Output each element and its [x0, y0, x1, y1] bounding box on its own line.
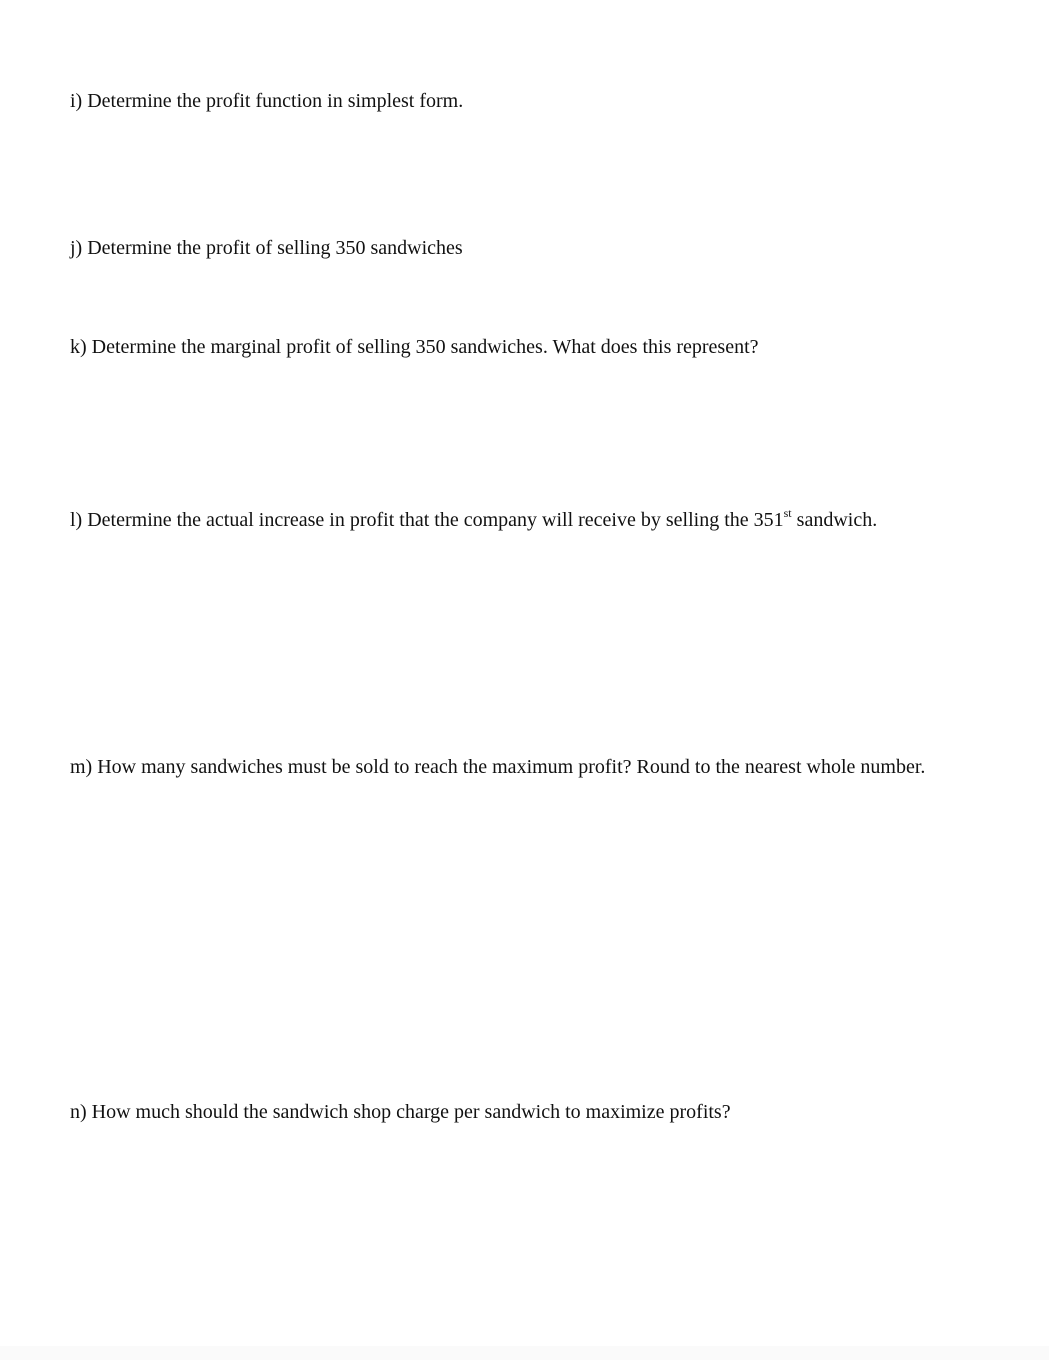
question-j: j) Determine the profit of selling 350 sandwiches — [70, 237, 463, 259]
question-n: n) How much should the sandwich shop charge per sandwich to maximize profits? — [70, 1101, 731, 1123]
question-l — [70, 508, 950, 532]
question-l-main: l) Determine the actual increase in profit that the company will receive by selling the 351 — [70, 509, 784, 531]
question-l-end: sandwich. — [791, 509, 878, 531]
ordinal-suffix: st — [783, 506, 792, 521]
page-bottom-edge — [0, 1346, 1049, 1360]
question-i: i) Determine the profit function in simplest form. — [70, 90, 464, 112]
question-m: m) How many sandwiches must be sold to reach the maximum profit? Round to the nearest whole number. — [70, 756, 926, 778]
question-k: k) Determine the marginal profit of selling 350 sandwiches. What does this represent? — [70, 336, 759, 358]
